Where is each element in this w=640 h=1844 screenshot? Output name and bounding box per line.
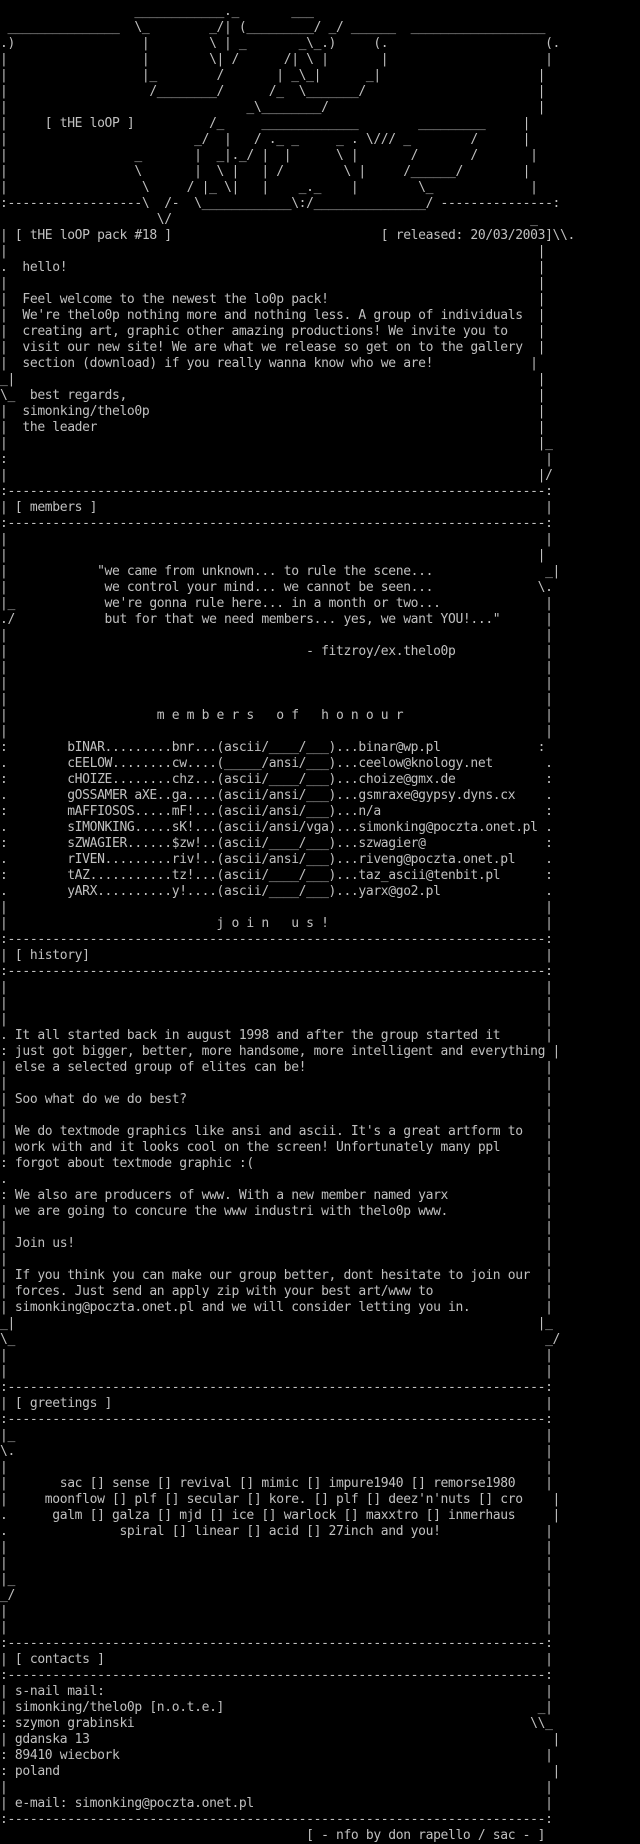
nfo-line: | | (0, 1220, 553, 1235)
nfo-line: | creating art, graphic other amazing productions! We invite you to | (0, 324, 546, 339)
nfo-line: | simonking/thelo0p [n.o.t.e.] _| (0, 1700, 553, 1715)
nfo-line: | | (0, 548, 546, 563)
nfo-line: _| | (0, 372, 546, 387)
nfo-line: | s-nail mail: | (0, 1684, 553, 1699)
nfo-line: | | (0, 1252, 553, 1267)
nfo-line: | We do textmode graphics like ansi and ascii. It's a great artform to | (0, 1124, 553, 1139)
nfo-line: |_ | (0, 1428, 553, 1443)
nfo-line: . It all started back in august 1998 and after the group started it | (0, 1028, 553, 1043)
nfo-line: | | (0, 1460, 553, 1475)
nfo-line: : forgot about textmode graphic :( | (0, 1156, 553, 1171)
nfo-line: . hello! | (0, 260, 546, 275)
nfo-line: : We also are producers of www. With a new member named yarx | (0, 1188, 553, 1203)
nfo-line: | \ | \ | | / \ | /______/ | (0, 164, 531, 179)
nfo-line: : szymon grabinski \\_ (0, 1716, 553, 1731)
nfo-line: .) | \ | _ _\_.) (. (. (0, 36, 561, 51)
nfo-line: | | (0, 1780, 553, 1795)
nfo-line: | /________/ /_ \_______/ | (0, 84, 546, 99)
nfo-line: ./ but for that we need members... yes, we want YOU!..." | (0, 612, 553, 627)
nfo-line: | simonking@poczta.onet.pl and we will consider letting you in. | (0, 1300, 553, 1315)
nfo-line: . galm [] galza [] mjd [] ice [] warlock [] maxxtro [] inmerhaus | (0, 1508, 561, 1523)
nfo-line: . rIVEN.........riv!..(ascii/ansi/___)...riveng@poczta.onet.pl . (0, 852, 553, 867)
nfo-line: | | (0, 1540, 553, 1555)
nfo-line: . sIMONKING.....sK!...(ascii/ansi/vga)...simonking@poczta.onet.pl . (0, 820, 553, 835)
nfo-line: | |_ (0, 436, 553, 451)
nfo-line: :------------------------------------------------------------------------: (0, 964, 553, 979)
nfo-line: | forces. Just send an apply zip with your best art/www to | (0, 1284, 553, 1299)
nfo-line: |_ we're gonna rule here... in a month or two... | (0, 596, 553, 611)
nfo-line: | | (0, 244, 546, 259)
nfo-line: | If you think you can make our group better, dont hesitate to join our | (0, 1268, 553, 1283)
nfo-line: :------------------------------------------------------------------------: (0, 1636, 553, 1651)
nfo-line: ____________._ ___ (0, 4, 314, 19)
nfo-line: | | (0, 676, 553, 691)
nfo-line: | | (0, 1620, 553, 1635)
nfo-line: | [ members ] | (0, 500, 553, 515)
nfo-line: | Join us! | (0, 1236, 553, 1251)
nfo-line: | | (0, 1604, 553, 1619)
nfo-line: | |/ (0, 468, 553, 483)
nfo-line: | | (0, 660, 553, 675)
nfo-line: : 89410 wiecbork | (0, 1748, 553, 1763)
nfo-line: | | (0, 692, 553, 707)
nfo-line: . cEELOW........cw....(_____/ansi/___)...ceelow@knology.net . (0, 756, 553, 771)
nfo-line: | | (0, 996, 553, 1011)
nfo-line: . | (0, 1172, 553, 1187)
nfo-line: | [ tHE loOP ] /_ _____________ _________ | (0, 116, 531, 131)
nfo-line: :------------------------------------------------------------------------: (0, 1412, 553, 1427)
nfo-line: | moonflow [] plf [] secular [] kore. [] plf [] deez'n'nuts [] cro | (0, 1492, 561, 1507)
nfo-line: | Feel welcome to the newest the lo0p pack! | (0, 292, 546, 307)
nfo-line: | visit our new site! We are what we release so get on to the gallery | (0, 340, 546, 355)
nfo-line: | | \| / /| \ | | | (0, 52, 553, 67)
nfo-line: | we control your mind... we cannot be seen... \. (0, 580, 553, 595)
nfo-line: | _ | _|._/ | | \ | / / | (0, 148, 538, 163)
nfo-line: _| |_ (0, 1316, 553, 1331)
nfo-line: | | (0, 532, 553, 547)
nfo-line: :------------------------------------------------------------------------: (0, 1812, 553, 1827)
nfo-line: | the leader | (0, 420, 546, 435)
nfo-line: :------------------------------------------------------------------------: (0, 516, 553, 531)
nfo-line: | | (0, 1364, 553, 1379)
nfo-line: _______________ \_ _/| (_________/ _/ ______ __________________ (0, 20, 546, 35)
nfo-line: | _/ | / ._ _ _ . \/// _ / | (0, 132, 531, 147)
nfo-line: | "we came from unknown... to rule the scene... _| (0, 564, 561, 579)
nfo-line: \_ _/ (0, 1332, 561, 1347)
nfo-line: : cHOIZE........chz...(ascii/____/___)...choize@gmx.de : (0, 772, 553, 787)
nfo-line: | gdanska 13 | (0, 1732, 561, 1747)
nfo-line: | \ / |_ \| | _._ | \_ | (0, 180, 538, 195)
nfo-line: \_ best regards, | (0, 388, 546, 403)
nfo-line: : sZWAGIER......$zw!..(ascii/____/___)...szwagier@ : (0, 836, 553, 851)
nfo-line: | | (0, 1012, 553, 1027)
nfo-line: : poland | (0, 1764, 561, 1779)
nfo-line: : just got bigger, better, more handsome, more intelligent and everything | (0, 1044, 561, 1059)
nfo-line: | else a selected group of elites can be! | (0, 1060, 553, 1075)
nfo-line: \/ _ (0, 212, 538, 227)
nfo-line: :------------------------------------------------------------------------: (0, 1668, 553, 1683)
nfo-line: | Soo what do we do best? | (0, 1092, 553, 1107)
nfo-line: | [ contacts ] | (0, 1652, 553, 1667)
nfo-line: | section (download) if you really wanna know who we are! | (0, 356, 538, 371)
nfo-line: | j o i n u s ! | (0, 916, 553, 931)
nfo-line: | | (0, 1348, 553, 1363)
nfo-line: | _\________/ | (0, 100, 546, 115)
nfo-line: | |_ / | _\_| _| | (0, 68, 546, 83)
nfo-line: : tAZ...........tz!...(ascii/____/___)...taz_ascii@tenbit.pl : (0, 868, 553, 883)
nfo-line: | work with and it looks cool on the screen! Unfortunately many ppl | (0, 1140, 553, 1155)
nfo-line: _/ | (0, 1588, 553, 1603)
nfo-line: | sac [] sense [] revival [] mimic [] impure1940 [] remorse1980 | (0, 1476, 553, 1491)
nfo-line: | | (0, 1076, 553, 1091)
nfo-line: :------------------------------------------------------------------------: (0, 932, 553, 947)
nfo-line: : bINAR.........bnr...(ascii/____/___)...binar@wp.pl : (0, 740, 546, 755)
nfo-line: | | (0, 980, 553, 995)
nfo-line: :------------------------------------------------------------------------: (0, 1380, 553, 1395)
nfo-line: . spiral [] linear [] acid [] 27inch and you! | (0, 1524, 553, 1539)
nfo-line: | we are going to concure the www industri with thelo0p www. | (0, 1204, 553, 1219)
nfo-line: | | (0, 724, 553, 739)
nfo-line: | - fitzroy/ex.thelo0p | (0, 644, 553, 659)
nfo-line: \. | (0, 1444, 553, 1459)
nfo-line: | | (0, 900, 553, 915)
nfo-line: | We're thelo0p nothing more and nothing less. A group of individuals | (0, 308, 546, 323)
nfo-line: | | (0, 628, 553, 643)
nfo-line: :------------------\ /- \____________\:/_______________/ ---------------: (0, 196, 561, 211)
nfo-line: | [ tHE loOP pack #18 ] [ released: 20/03/2003]\\. (0, 228, 575, 243)
nfo-line: | m e m b e r s o f h o n o u r | (0, 708, 553, 723)
nfo-line: . yARX..........y!....(ascii/____/___)...yarx@go2.pl . (0, 884, 553, 899)
nfo-line: : mAFFIOSOS.....mF!...(ascii/ansi/___)...n/a : (0, 804, 553, 819)
nfo-line: . gOSSAMER aXE..ga....(ascii/ansi/___)...gsmraxe@gypsy.dyns.cx . (0, 788, 553, 803)
nfo-line: | | (0, 276, 546, 291)
nfo-line: :------------------------------------------------------------------------: (0, 484, 553, 499)
nfo-line: | [ greetings ] | (0, 1396, 553, 1411)
nfo-line: : | (0, 452, 553, 467)
nfo-line: | [ history] | (0, 948, 553, 963)
nfo-line: |_ | (0, 1572, 553, 1587)
nfo-line: | simonking/thelo0p | (0, 404, 546, 419)
nfo-line: | | (0, 1108, 553, 1123)
nfo-line: [ - nfo by don rapello / sac - ] (0, 1828, 546, 1843)
nfo-line: | e-mail: simonking@poczta.onet.pl | (0, 1796, 553, 1811)
nfo-line: | | (0, 1556, 553, 1571)
